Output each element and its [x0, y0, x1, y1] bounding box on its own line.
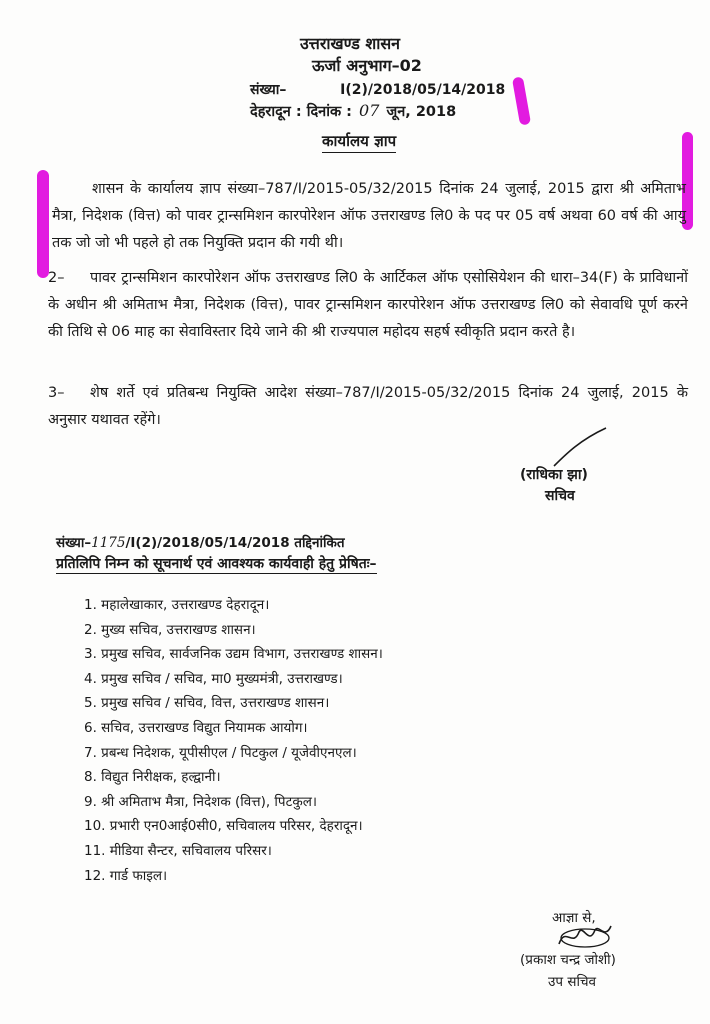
- copy-heading: प्रतिलिपि निम्न को सूचनार्थ एवं आवश्यक कार्यवाही हेतु प्रेषितः–: [56, 556, 377, 572]
- list-item: 4. प्रमुख सचिव / सचिव, मा0 मुख्यमंत्री, उत्तराखण्ड।: [84, 670, 343, 687]
- list-item: 8. विद्युत निरीक्षक, हल्द्वानी।: [84, 769, 221, 786]
- list-item: 11. मीडिया सैन्टर, सचिवालय परिसर।: [84, 842, 272, 859]
- list-item: 7. प्रबन्ध निदेशक, यूपीसीएल / पिटकुल / यूजेवीएनएल।: [84, 744, 357, 761]
- list-item: 1. महालेखाकार, उत्तराखण्ड देहरादून।: [84, 597, 270, 613]
- signature-scribble: [550, 424, 610, 470]
- place-date: देहरादून : दिनांक :: [250, 104, 352, 120]
- list-item: 10. प्रभारी एन0आई0सी0, सचिवालय परिसर, देहरादून।: [84, 818, 363, 835]
- signatory-designation: सचिव: [545, 488, 575, 504]
- number-label: संख्या–: [250, 82, 287, 98]
- copy-reference: [56, 533, 345, 551]
- copy-number-rest: /I(2)/2018/05/14/2018 तद्दिनांकित: [125, 535, 345, 551]
- list-item: 12. गार्ड फाइल।: [84, 867, 168, 884]
- paragraph-3-text: शेष शर्ते एवं प्रतिबन्ध नियुक्ति आदेश संख्या–787/I/2015-05/32/2015 दिनांक 24 जुलाई, 2015 के अनुसार यथावत रहेंगे।: [48, 385, 688, 428]
- highlighter-mark: [37, 170, 49, 278]
- copy-number-handwritten: 1175: [91, 535, 126, 551]
- by-order-text: आज्ञा से,: [552, 910, 596, 926]
- signatory-2-name: (प्रकाश चन्द्र जोशी): [520, 952, 616, 968]
- govt-title: उत्तराखण्ड शासन: [300, 34, 401, 53]
- paragraph-1-text: शासन के कार्यालय ज्ञाप संख्या–787/I/2015-05/32/2015 दिनांक 24 जुलाई, 2015 द्वारा श्री अमिताभ मैत्रा, निदेशक (वित्त) को पावर ट्रान्समिशन कारपोरेशन ऑफ उत्तराखण्ड लि0 के पद पर 05 वर्ष अथवा 60 वर्ष की आयु तक जो जो भी पहले हो तक नियुक्ति प्रदान की गयी थी।: [52, 181, 686, 251]
- signatory-2-designation: उप सचिव: [548, 974, 597, 990]
- paragraph-1: [52, 176, 686, 257]
- paragraph-3-number: 3–: [48, 385, 65, 401]
- list-item: 9. श्री अमिताभ मैत्रा, निदेशक (वित्त), पिटकुल।: [84, 793, 318, 810]
- highlighter-mark: [512, 76, 531, 125]
- paragraph-2: [48, 265, 688, 346]
- section-title: ऊर्जा अनुभाग–02: [312, 56, 422, 75]
- paragraph-2-number: 2–: [48, 270, 65, 286]
- number-value: I(2)/2018/05/14/2018: [340, 82, 506, 98]
- list-item: 2. मुख्य सचिव, उत्तराखण्ड शासन।: [84, 621, 256, 638]
- memo-title: कार्यालय ज्ञाप: [322, 131, 396, 153]
- date-rest: जून, 2018: [386, 104, 457, 120]
- copy-number-label: संख्या–: [56, 535, 92, 551]
- reference-number: [250, 80, 505, 99]
- place-date-line: [250, 101, 456, 121]
- list-item: 5. प्रमुख सचिव / सचिव, वित्त, उत्तराखण्ड शासन।: [84, 695, 330, 712]
- list-item: 6. सचिव, उत्तराखण्ड विद्युत नियामक आयोग।: [84, 719, 308, 736]
- paragraph-2-text: पावर ट्रान्समिशन कारपोरेशन ऑफ उत्तराखण्ड लि0 के आर्टिकल ऑफ एसोसियेशन की धारा–34(F) के प्राविधानों के अधीन श्री अमिताभ मैत्रा, निदेशक (वित्त), पावर ट्रान्समिशन कारपोरेशन ऑफ उत्तराखण्ड लि0 को सेवावधि पूर्ण करने की तिथि से 06 माह का सेवाविस्तार दिये जाने की श्री राज्यपाल महोदय सहर्ष स्वीकृति प्रदान करते है।: [48, 270, 688, 340]
- recipient-list: [84, 593, 383, 888]
- signatory-name: (राधिका झा): [520, 467, 588, 483]
- list-item: 3. प्रमुख सचिव, सार्वजनिक उद्यम विभाग, उत्तराखण्ड शासन।: [84, 646, 383, 663]
- handwritten-date: 07: [359, 101, 380, 120]
- signature-scribble: [555, 918, 615, 952]
